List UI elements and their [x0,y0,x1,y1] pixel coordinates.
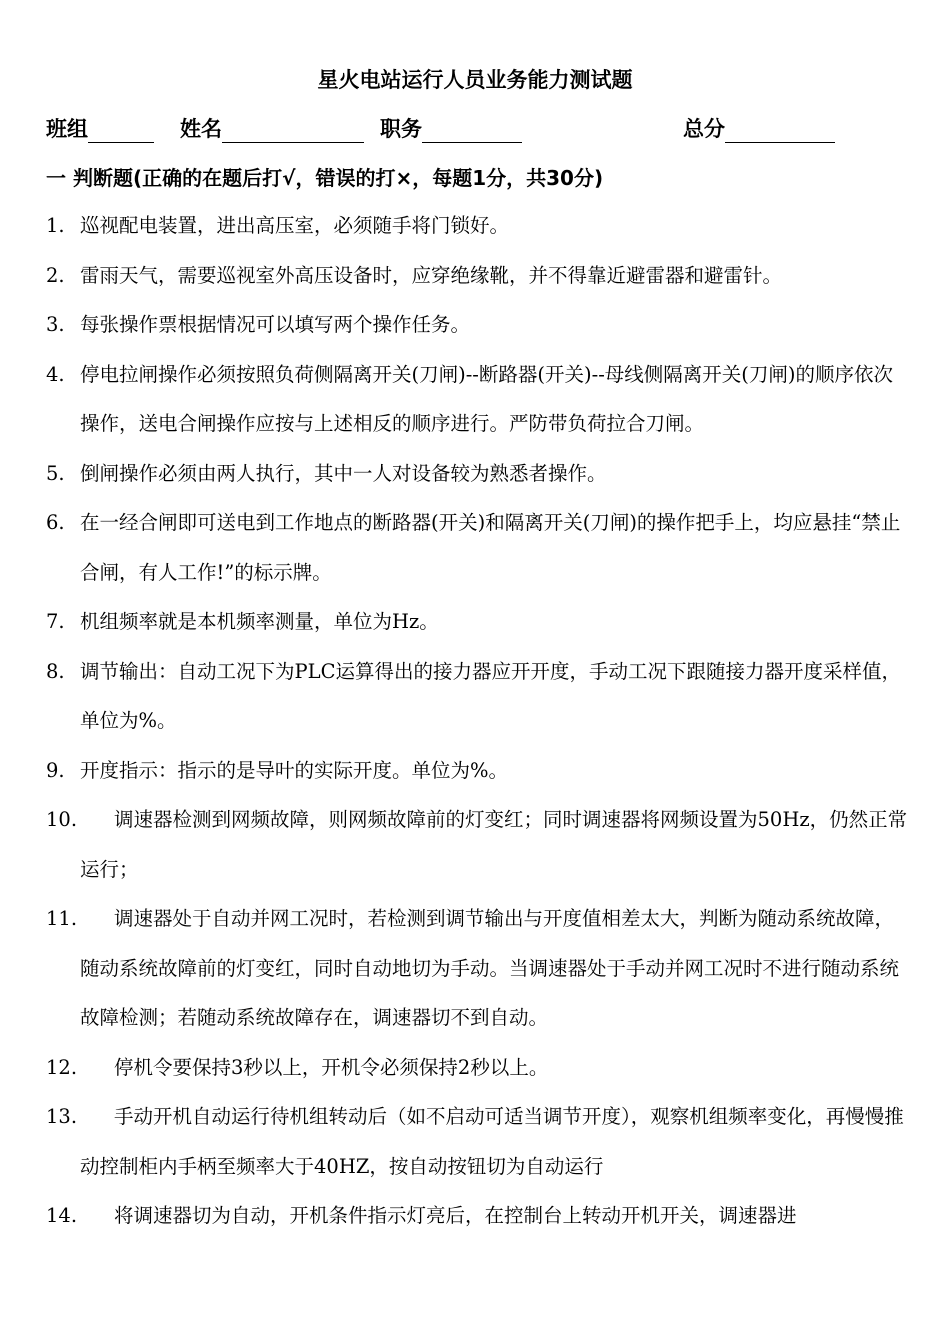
question-text: 在一经合闸即可送电到工作地点的断路器(开关)和隔离开关(刀闸)的操作把手上，均应悬挂“禁止合闸，有人工作!”的标示牌。 [80,511,901,584]
question-item [46,746,908,796]
page-title: 星火电站运行人员业务能力测试题 [317,68,633,92]
question-text: 停机令要保持3秒以上，开机令必须保持2秒以上。 [114,1055,549,1079]
question-text: 机组频率就是本机频率测量，单位为Hz。 [80,610,439,633]
question-item [46,498,908,597]
name-field [180,113,364,143]
question-list [46,201,908,1241]
question-number: 7. [46,610,65,633]
question-item [46,251,908,301]
question-item [46,350,908,449]
question-item [46,894,908,1043]
question-number: 12. [46,1055,78,1079]
question-text: 停电拉闸操作必须按照负荷侧隔离开关(刀闸)--断路器(开关)--母线侧隔离开关(刀闸)的顺序依次操作，送电合闸操作应按与上述相反的顺序进行。严防带负荷拉合刀闸。 [80,362,894,435]
question-number: 5. [46,461,65,485]
position-label: 职务 [380,117,422,141]
question-item [46,597,908,647]
question-text: 巡视配电装置，进出高压室，必须随手将门锁好。 [80,214,510,237]
question-item [46,201,908,251]
question-item [46,1092,908,1191]
question-text: 开度指示：指示的是导叶的实际开度。单位为%。 [80,758,509,782]
header-info-row [46,113,910,143]
group-field [46,113,154,143]
question-number: 6. [46,511,65,534]
question-number: 3. [46,313,65,336]
question-number: 1. [46,214,65,237]
question-text: 每张操作票根据情况可以填写两个操作任务。 [80,313,471,336]
question-text: 倒闸操作必须由两人执行，其中一人对设备较为熟悉者操作。 [80,461,607,485]
question-text: 调速器处于自动并网工况时，若检测到调节输出与开度值相差太大，判断为随动系统故障，随动系统故障前的灯变红，同时自动地切为手动。当调速器处于手动并网工况时不进行随动系统故障检测；若随动系统故障存在，调速器切不到自动。 [80,907,900,1029]
score-blank[interactable] [725,120,835,143]
question-item [46,300,908,350]
question-item [46,1043,908,1093]
group-label: 班组 [46,117,88,141]
question-text: 调速器检测到网频故障，则网频故障前的灯变红；同时调速器将网频设置为50Hz，仍然正常运行； [80,808,908,881]
question-text: 手动开机自动运行待机组转动后（如不启动可适当调节开度），观察机组频率变化，再慢慢推动控制柜内手柄至频率大于40HZ，按自动按钮切为自动运行 [80,1105,904,1178]
question-item [46,1191,908,1241]
question-text: 将调速器切为自动，开机条件指示灯亮后，在控制台上转动开机开关，调速器进 [114,1204,797,1227]
question-number: 9. [46,758,65,782]
question-number: 11. [46,907,78,930]
question-number: 4. [46,362,65,386]
question-item [46,449,908,499]
question-number: 2. [46,263,65,287]
question-text: 调节输出：自动工况下为PLC运算得出的接力器应开开度，手动工况下跟随接力器开度采样值，单位为%。 [80,659,901,732]
question-number: 13. [46,1105,78,1128]
question-number: 14. [46,1204,78,1227]
question-item [46,647,908,746]
position-blank[interactable] [422,120,522,143]
score-label: 总分 [683,117,725,141]
question-number: 10. [46,808,78,831]
question-number: 8. [46,659,65,683]
group-blank[interactable] [88,120,154,143]
score-field [683,113,835,143]
question-item [46,795,908,894]
name-label: 姓名 [180,117,222,141]
position-field [380,113,522,143]
section-heading: 一 判断题(正确的在题后打√，错误的打×，每题1分，共30分) [46,166,604,190]
question-text: 雷雨天气，需要巡视室外高压设备时，应穿绝缘靴，并不得靠近避雷器和避雷针。 [80,263,783,287]
name-blank[interactable] [222,120,364,143]
